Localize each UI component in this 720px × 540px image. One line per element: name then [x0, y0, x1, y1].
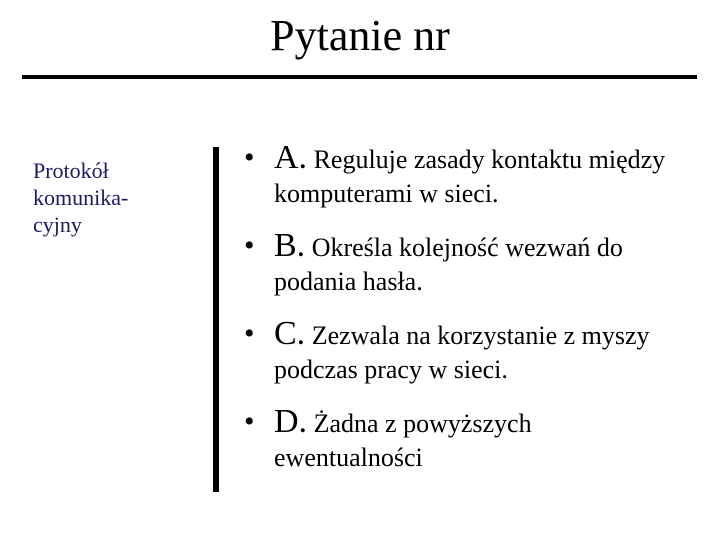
answer-first-line — [274, 228, 704, 266]
answer-letter: B. — [274, 227, 306, 264]
answer-text-line-1: Zezwala na korzystanie z myszy — [311, 321, 650, 350]
bullet-icon: • — [244, 317, 255, 350]
answer-option-b[interactable] — [244, 228, 704, 316]
topic-label-line-3: cyjny — [33, 212, 82, 237]
answer-list — [244, 140, 704, 492]
answer-text-line-2: komputerami w sieci. — [274, 179, 499, 208]
topic-label-line-2: komunika- — [33, 185, 129, 210]
answer-text-line-2: podania hasła. — [274, 267, 423, 296]
answer-first-line — [274, 140, 704, 178]
answer-option-c[interactable] — [244, 316, 704, 404]
answer-text-line-1: Określa kolejność wezwań do — [311, 233, 623, 262]
answer-letter: D. — [274, 403, 308, 440]
page-title: Pytanie nr — [270, 11, 450, 60]
answer-letter: A. — [274, 139, 308, 176]
bullet-icon: • — [244, 229, 255, 262]
vertical-divider — [213, 147, 219, 492]
answer-text-line-1: Reguluje zasady kontaktu między — [313, 145, 666, 174]
title-underline — [22, 75, 697, 79]
bullet-icon: • — [244, 405, 255, 438]
question-topic-label — [33, 157, 203, 238]
answer-first-line — [274, 316, 704, 354]
answer-letter: C. — [274, 315, 306, 352]
answer-text-line-2: podczas pracy w sieci. — [274, 355, 508, 384]
bullet-icon: • — [244, 141, 255, 174]
answer-first-line — [274, 404, 704, 442]
answer-option-d[interactable] — [244, 404, 704, 492]
answer-option-a[interactable] — [244, 140, 704, 228]
answer-text-line-1: Żadna z powyższych — [313, 409, 532, 438]
answer-text-line-2: ewentualności — [274, 443, 423, 472]
topic-label-line-1: Protokół — [33, 158, 109, 183]
